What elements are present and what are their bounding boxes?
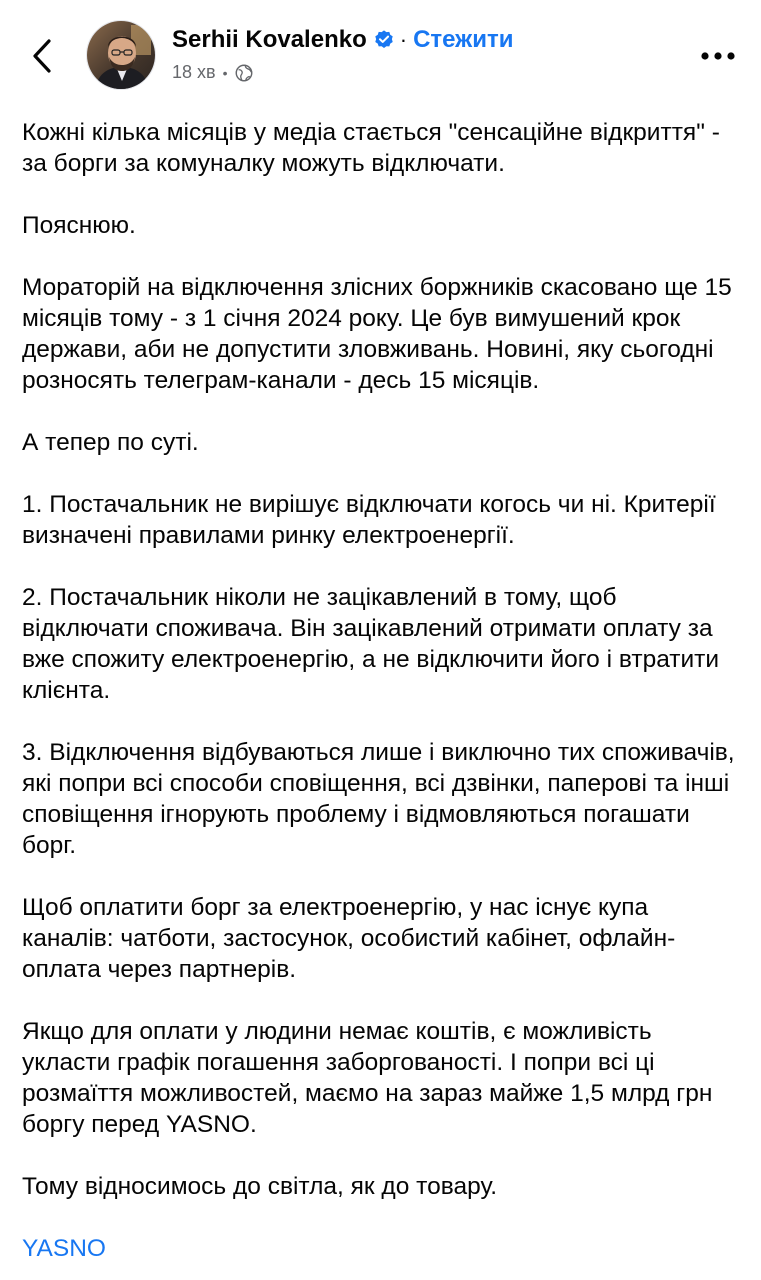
author-name[interactable]: Serhii Kovalenko xyxy=(172,26,367,53)
more-horizontal-icon xyxy=(700,51,736,61)
separator-dot: · xyxy=(399,27,408,52)
post-paragraph: 1. Постачальник не вирішує відключати когось чи ні. Критерії визначені правилами ринку електроенергії. xyxy=(22,491,716,549)
post-paragraph: Тому відносимось до світла, як до товару. xyxy=(22,1173,498,1200)
verified-badge-icon xyxy=(373,29,395,51)
back-button[interactable] xyxy=(22,30,62,82)
post-paragraph: А тепер по суті. xyxy=(22,429,199,456)
post-paragraph: Мораторій на відключення злісних боржників скасовано ще 15 місяців тому - з 1 січня 2024 року. Це був вимушений крок держави, аби не допустити зловживань. Новині, яку сьогодні розносять телеграм-канали - десь 15 місяців. xyxy=(22,274,732,394)
more-options-button[interactable] xyxy=(692,36,744,76)
post-paragraph: Щоб оплатити борг за електроенергію, у нас існує купа каналів: чатботи, застосунок, особистий кабінет, офлайн-оплата через партнерів. xyxy=(22,894,676,983)
avatar-image xyxy=(87,21,156,90)
post-paragraph: Кожні кілька місяців у медіа стається "сенсаційне відкриття" - за борги за комуналку можуть відключати. xyxy=(22,119,720,177)
post-paragraph: Якщо для оплати у людини немає коштів, є можливість укласти графік погашення заборгованості. І попри всі ці розмаїття можливостей, маємо на зараз майже 1,5 млрд грн боргу перед YASNO. xyxy=(22,1018,713,1138)
meta-separator: • xyxy=(222,64,228,81)
globe-icon[interactable] xyxy=(235,64,253,82)
post-body xyxy=(22,117,744,1264)
post-timestamp[interactable]: 18 хв xyxy=(172,62,216,82)
author-row xyxy=(172,26,513,54)
follow-button[interactable]: Стежити xyxy=(413,26,514,53)
hashtag-link[interactable]: YASNO xyxy=(22,1235,106,1262)
avatar[interactable] xyxy=(86,20,156,90)
post-header xyxy=(0,0,761,100)
post-meta xyxy=(172,62,253,83)
post-paragraph: Пояснюю. xyxy=(22,212,136,239)
post-paragraph: 2. Постачальник ніколи не зацікавлений в тому, щоб відключати споживача. Він зацікавлений отримати оплату за вже спожиту електроенергію, а не відключити його і втратити клієнта. xyxy=(22,584,720,704)
chevron-left-icon xyxy=(31,38,53,74)
post-paragraph: 3. Відключення відбуваються лише і виключно тих споживачів, які попри всі способи сповіщення, всі дзвінки, паперові та інші сповіщення ігнорують проблему і відмовляються погашати борг. xyxy=(22,739,735,859)
